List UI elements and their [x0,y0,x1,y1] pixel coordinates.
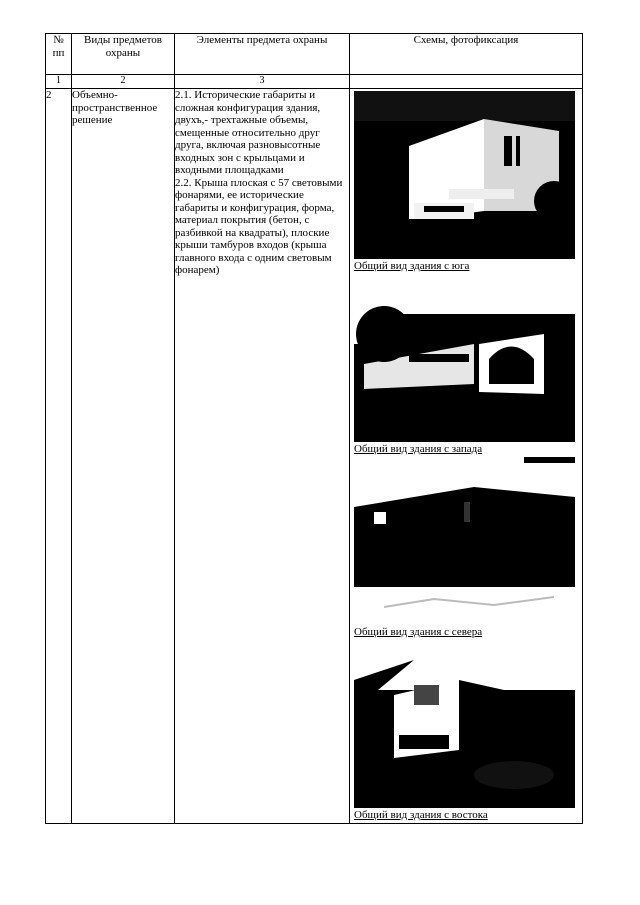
protection-table [45,33,583,824]
photo-east-caption: Общий вид здания с востока [354,809,488,821]
row-type: Объемно-пространственное решение [72,89,175,824]
table-header-row [46,34,583,75]
header-types: Виды предметов охраны [72,34,175,75]
photo-north [354,457,575,625]
table-row [46,89,583,824]
photo-east [354,640,575,808]
colnum-3: 3 [175,75,350,89]
photo-column [350,89,583,824]
photo-south-caption: Общий вид здания с юга [354,260,470,272]
photo-north-caption: Общий вид здания с севера [354,626,483,638]
header-num: № пп [46,34,72,75]
photo-south [354,91,575,259]
photo-west-caption: Общий вид здания с запада [354,443,483,455]
photo-west [354,274,575,442]
colnum-1: 1 [46,75,72,89]
header-schemes: Схемы, фотофиксация [350,34,583,75]
colnum-4 [350,75,583,89]
colnum-2: 2 [72,75,175,89]
column-number-row [46,75,583,89]
element-2-2: 2.2. Крыша плоская с 57 световыми фонарями, ее исторические габариты и конфигурация, форма, материал покрытия (бетон, с разбивкой на квадраты), плоские крыши тамбуров входов (крыша главного входа с одним световым фонарем) [175,176,343,276]
row-elements [175,89,350,824]
element-2-1: 2.1. Исторические габариты и сложная конфигурация здания, двухъ,- трехтажные объемы, смещенные относительно друг друга, включая разновысотные входных зон с крыльцами и входными площадками [175,89,321,176]
header-elements: Элементы предмета охраны [175,34,350,75]
row-num: 2 [46,89,72,824]
